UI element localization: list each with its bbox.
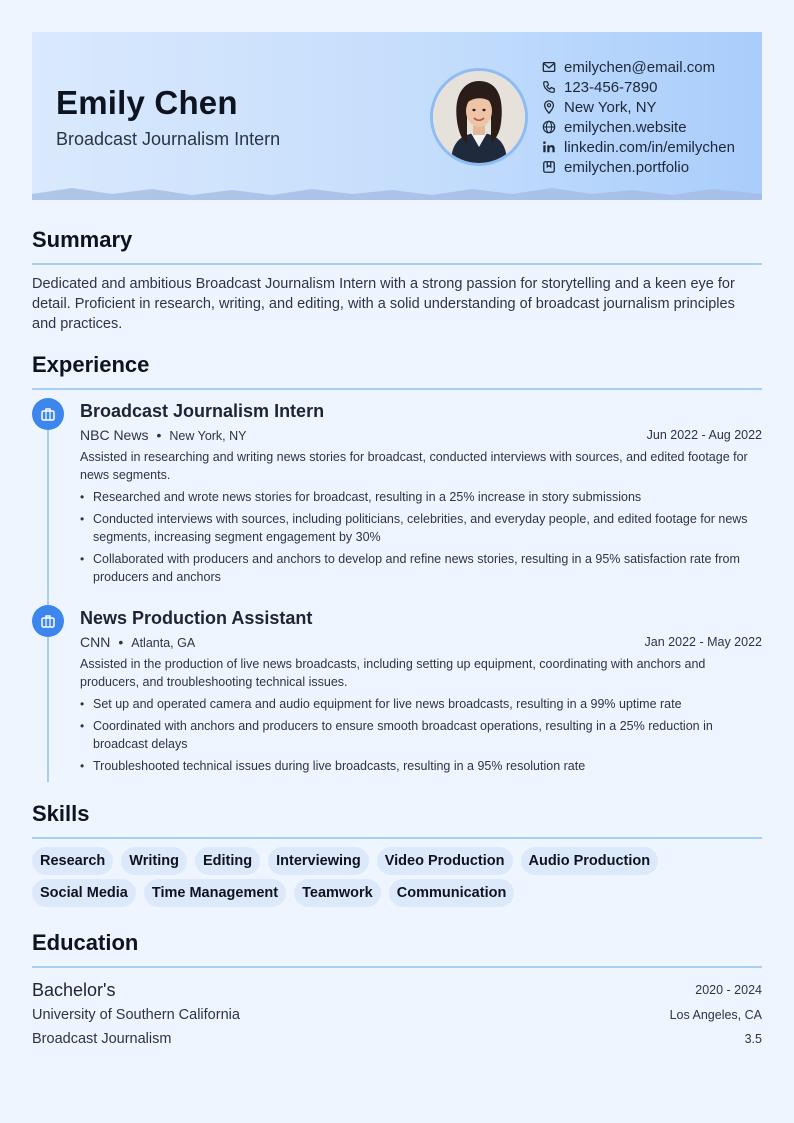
job-achievements	[80, 695, 762, 775]
job-description: Assisted in the production of live news broadcasts, including setting up equipment, coordinating with anchors and producers, and troubleshooting technical issues.	[80, 657, 706, 689]
contact-phone[interactable]	[542, 77, 735, 97]
resume-header	[32, 32, 762, 200]
job-dates: Jan 2022 - May 2022	[644, 635, 762, 649]
edu-field: Broadcast Journalism	[32, 1031, 172, 1047]
skill-chip: Social Media	[32, 879, 136, 907]
contact-location-text: New York, NY	[564, 98, 657, 116]
contact-list	[542, 57, 735, 177]
separator-dot: •	[118, 634, 124, 650]
header-wave-decoration	[32, 184, 762, 200]
contact-email-text: emilychen@email.com	[564, 58, 716, 76]
education-entry	[32, 977, 762, 1051]
contact-phone-text: 123-456-7890	[564, 78, 658, 96]
skill-chip: Video Production	[377, 847, 513, 875]
skill-chip: Communication	[389, 879, 515, 907]
contact-website-text: emilychen.website	[564, 118, 687, 136]
skill-chip: Audio Production	[521, 847, 659, 875]
achievement-item: • Coordinated with anchors and producers to ensure smooth broadcast operations, resulting in a 25% reduction in broadcast delays	[80, 717, 762, 753]
education-heading: Education	[32, 930, 139, 955]
job-company: NBC News	[80, 427, 149, 443]
skills-heading: Skills	[32, 801, 90, 826]
experience-timeline	[47, 418, 49, 782]
candidate-role: Broadcast Journalism Intern	[56, 129, 281, 149]
skills-list	[32, 847, 762, 911]
experience-entry	[80, 399, 762, 590]
skill-chip: Writing	[121, 847, 187, 875]
edu-location: Los Angeles, CA	[669, 1008, 762, 1022]
job-dates: Jun 2022 - Aug 2022	[646, 428, 762, 442]
profile-photo	[430, 68, 528, 166]
job-title: Broadcast Journalism Intern	[80, 401, 325, 421]
edu-gpa: 3.5	[744, 1032, 762, 1046]
skill-chip: Time Management	[144, 879, 286, 907]
phone-icon	[542, 80, 556, 94]
job-title: News Production Assistant	[80, 608, 313, 628]
experience-divider	[32, 388, 762, 390]
skills-divider	[32, 837, 762, 839]
summary-heading: Summary	[32, 227, 133, 252]
contact-location	[542, 97, 735, 117]
edu-degree: Bachelor's	[32, 980, 116, 1000]
contact-portfolio-text: emilychen.portfolio	[564, 158, 690, 176]
contact-email[interactable]	[542, 57, 735, 77]
linkedin-icon	[542, 140, 556, 154]
briefcase-icon	[32, 605, 64, 637]
experience-entry	[80, 606, 762, 779]
candidate-name: Emily Chen	[56, 84, 238, 121]
job-achievements	[80, 488, 762, 586]
job-location: Atlanta, GA	[131, 636, 196, 650]
email-icon	[542, 60, 556, 74]
achievement-item: • Troubleshooted technical issues during live broadcasts, resulting in a 95% resolution rate	[80, 757, 762, 775]
globe-icon	[542, 120, 556, 134]
portrait-image	[433, 71, 525, 163]
achievement-item: • Set up and operated camera and audio equipment for live news broadcasts, resulting in a 99% uptime rate	[80, 695, 762, 713]
summary-text: Dedicated and ambitious Broadcast Journalism Intern with a strong passion for storytelling and a keen eye for detail. Proficient in research, writing, and editing, with a solid understanding of broadcast journalism principles and practices.	[32, 276, 735, 332]
skill-chip: Editing	[195, 847, 260, 875]
contact-portfolio[interactable]	[542, 157, 735, 177]
edu-school: University of Southern California	[32, 1007, 240, 1023]
contact-linkedin-text: linkedin.com/in/emilychen	[564, 138, 735, 156]
job-location: New York, NY	[169, 429, 247, 443]
achievement-item: • Researched and wrote news stories for broadcast, resulting in a 25% increase in story submissions	[80, 488, 762, 506]
achievement-item: • Conducted interviews with sources, including politicians, celebrities, and everyday people, and edited footage for news segments, increasing segment engagement by 30%	[80, 510, 762, 546]
location-icon	[542, 100, 556, 114]
job-company: CNN	[80, 634, 111, 650]
experience-heading: Experience	[32, 352, 150, 377]
separator-dot: •	[156, 427, 162, 443]
education-divider	[32, 966, 762, 968]
briefcase-icon	[32, 398, 64, 430]
edu-dates: 2020 - 2024	[695, 983, 762, 997]
contact-website[interactable]	[542, 117, 735, 137]
portfolio-icon	[542, 160, 556, 174]
contact-linkedin[interactable]	[542, 137, 735, 157]
summary-divider	[32, 263, 762, 265]
skill-chip: Interviewing	[268, 847, 369, 875]
skill-chip: Research	[32, 847, 113, 875]
skill-chip: Teamwork	[294, 879, 381, 907]
job-description: Assisted in researching and writing news stories for broadcast, conducted interviews with sources, and edited footage for news segments.	[80, 450, 748, 482]
achievement-item: • Collaborated with producers and anchors to develop and refine news stories, resulting in a 95% satisfaction rate from producers and anchors	[80, 550, 762, 586]
